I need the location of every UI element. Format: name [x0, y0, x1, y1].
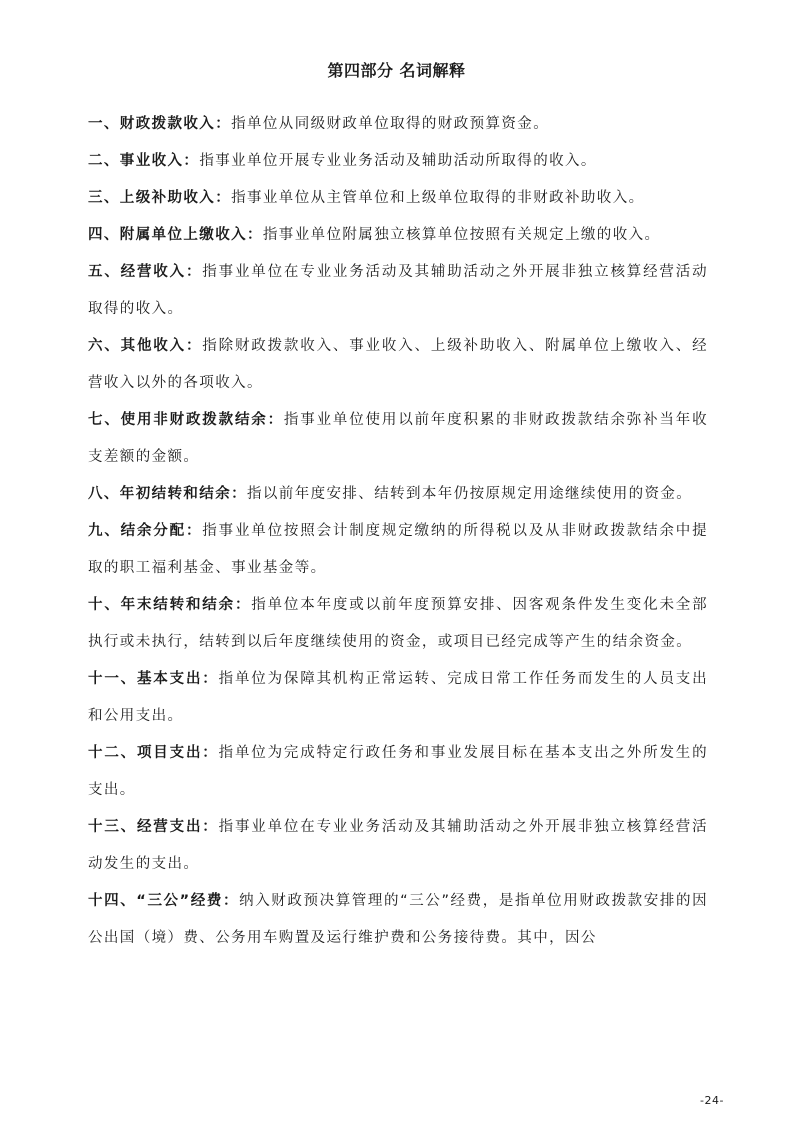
glossary-entry — [88, 402, 708, 476]
entry-term: 六、其他收入： — [88, 338, 203, 354]
glossary-entry — [88, 180, 708, 217]
entry-text: 指以前年度安排、结转到本年仍按原规定用途继续使用的资金。 — [247, 486, 693, 502]
glossary-entry — [88, 143, 708, 180]
glossary-entry — [88, 883, 708, 957]
page-number: -24- — [700, 1094, 724, 1107]
entry-term: 二、事业收入： — [88, 153, 200, 169]
entry-term: 八、年初结转和结余： — [88, 486, 247, 502]
entry-term: 七、使用非财政拨款结余： — [88, 412, 284, 428]
glossary-entry — [88, 513, 708, 587]
glossary-entry — [88, 254, 708, 328]
entry-term: 十一、基本支出： — [88, 671, 219, 687]
glossary-entry — [88, 661, 708, 735]
glossary-entry — [88, 106, 708, 143]
entry-text: 指事业单位从主管单位和上级单位取得的非财政补助收入。 — [231, 190, 645, 206]
entry-term: 十三、经营支出： — [88, 819, 219, 835]
entry-term: 四、附属单位上缴收入： — [88, 227, 263, 243]
entry-text: 指事业单位开展专业业务活动及辅助活动所取得的收入。 — [199, 153, 597, 169]
entry-text: 指单位为完成特定行政任务和事业发展目标在基本支出之外所发生的支出。 — [88, 745, 709, 798]
entry-term: 十、年末结转和结余： — [88, 597, 252, 613]
entry-term: 一、财政拨款收入： — [88, 116, 232, 132]
page-title: 第四部分 名词解释 — [327, 61, 466, 80]
entry-text: 纳入财政预决算管理的“三公”经费，是指单位用财政拨款安排的因公出国（境）费、公务用车购置及运行维护费和公务接待费。其中，因公 — [88, 893, 708, 946]
entry-term: 十二、项目支出： — [88, 745, 219, 761]
entry-text: 指事业单位使用以前年度积累的非财政拨款结余弥补当年收支差额的金额。 — [88, 412, 708, 465]
entry-text: 指单位为保障其机构正常运转、完成日常工作任务而发生的人员支出和公用支出。 — [88, 671, 709, 724]
glossary-entry — [88, 735, 708, 809]
entry-text: 指事业单位在专业业务活动及其辅助活动之外开展非独立核算经营活动发生的支出。 — [88, 819, 709, 872]
entry-term: 十四、“三公”经费： — [88, 893, 240, 909]
entry-term: 五、经营收入： — [88, 264, 203, 280]
entry-term: 九、结余分配： — [88, 523, 203, 539]
entry-text: 指单位本年度或以前年度预算安排、因客观条件发生变化未全部执行或未执行，结转到以后年度继续使用的资金，或项目已经完成等产生的结余资金。 — [88, 597, 709, 650]
glossary-entry — [88, 217, 708, 254]
glossary-entry — [88, 476, 708, 513]
entry-text: 指除财政拨款收入、事业收入、上级补助收入、附属单位上缴收入、经营收入以外的各项收入。 — [88, 338, 708, 391]
glossary-entry — [88, 809, 708, 883]
glossary-entry — [88, 328, 708, 402]
entry-term: 三、上级补助收入： — [88, 190, 232, 206]
entry-text: 指单位从同级财政单位取得的财政预算资金。 — [231, 116, 550, 132]
entry-text: 指事业单位附属独立核算单位按照有关规定上缴的收入。 — [262, 227, 661, 243]
entry-text: 指事业单位按照会计制度规定缴纳的所得税以及从非财政拨款结余中提取的职工福利基金、事业基金等。 — [88, 523, 708, 576]
glossary-entry — [88, 587, 708, 661]
entry-text: 指事业单位在专业业务活动及其辅助活动之外开展非独立核算经营活动取得的收入。 — [88, 264, 708, 317]
glossary-list — [88, 106, 708, 957]
